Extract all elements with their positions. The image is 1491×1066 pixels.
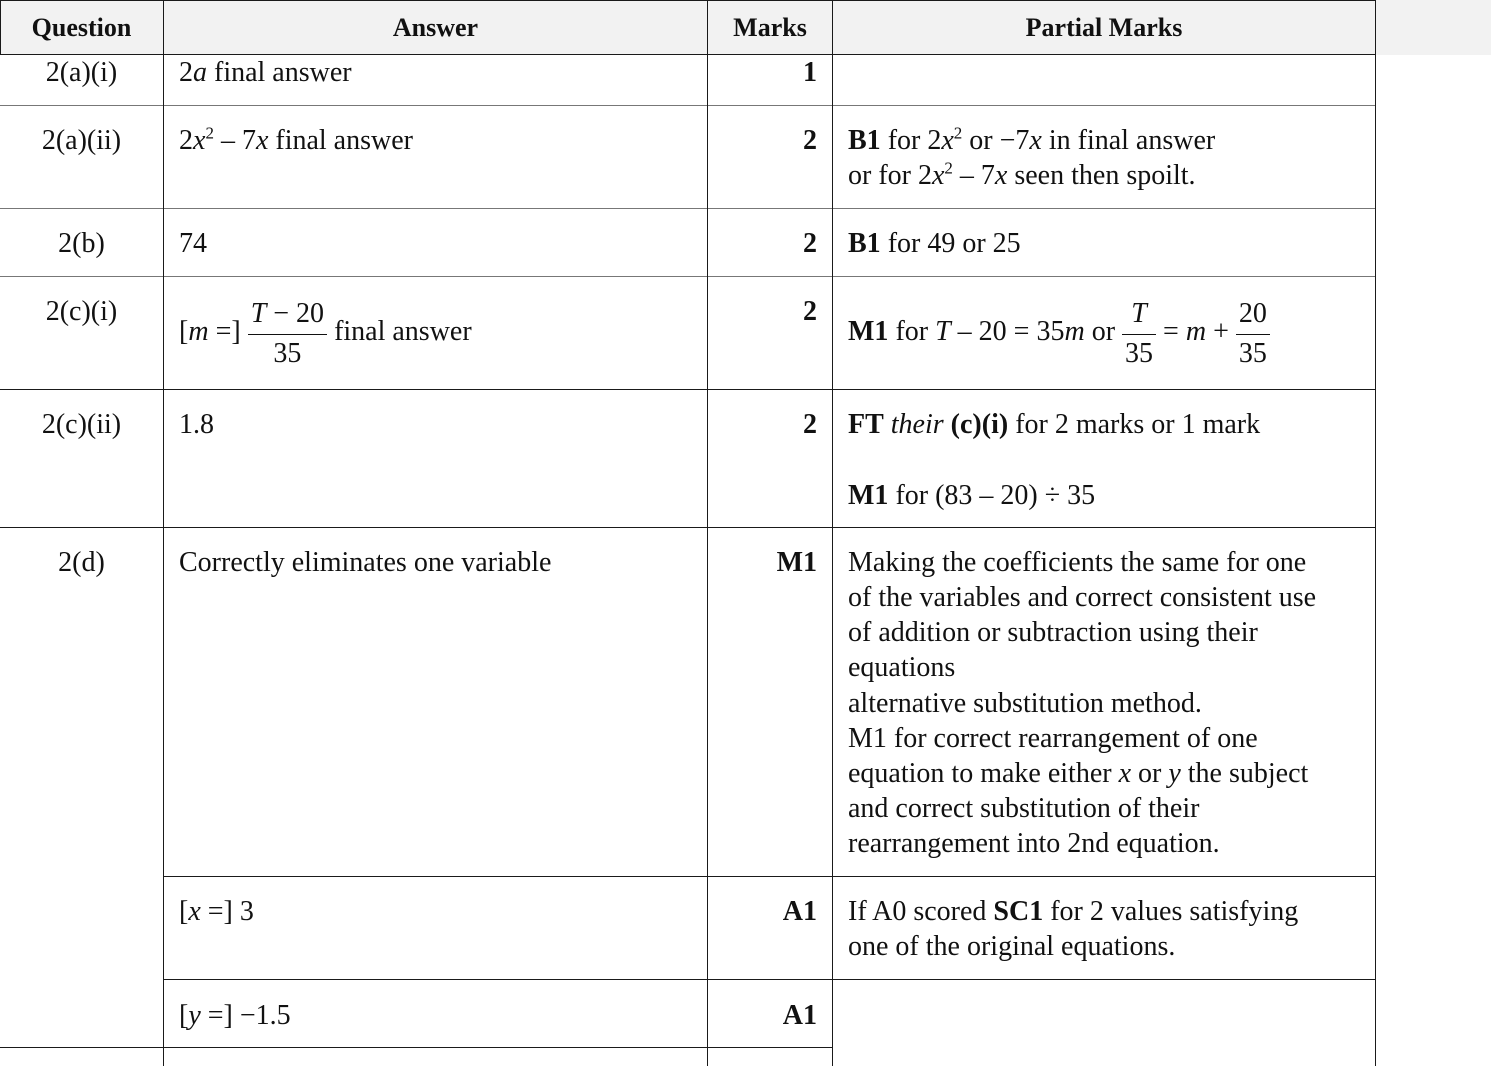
marks-cell: 2 [803, 296, 817, 327]
partial-marks-line: of the variables and correct consistent use [848, 582, 1317, 613]
marks-cell: A1 [782, 1000, 817, 1031]
question-label: 2(c)(ii) [41, 409, 122, 440]
partial-marks-line: rearrangement into 2nd equation. [848, 828, 1220, 859]
marks-cell: 2 [803, 409, 817, 440]
partial-marks-line: If A0 scored SC1 for 2 values satisfying [848, 896, 1299, 927]
partial-marks-line: Making the coefficients the same for one [848, 547, 1307, 578]
partial-marks-line: of addition or subtraction using their [848, 617, 1258, 648]
question-label: 2(d) [58, 547, 105, 578]
partial-marks-line: or for $2x^2 - 7x$ seen then spoilt. [848, 158, 1196, 191]
question-label: 2(c)(i) [45, 296, 118, 327]
partial-marks-line: one of the original equations. [848, 931, 1176, 962]
answer-cell: [m =] $\frac{T - 20}{35}$ final answer [179, 294, 472, 373]
question-label: 2(a)(ii) [41, 125, 122, 156]
question-label: 2(b) [58, 228, 105, 259]
partial-marks-line: B1 for 49 or 25 [848, 228, 1021, 259]
partial-marks-line: equation to make either x or y the subject [848, 758, 1309, 789]
answer-cell: 74 [179, 228, 207, 259]
partial-fraction-2: $\frac{20}{35}$ [1236, 294, 1270, 373]
header-question: Question [31, 12, 132, 42]
partial-marks-line: alternative substitution method. [848, 688, 1202, 719]
header-answer: Answer [392, 12, 479, 42]
partial-fraction-1: $\frac{T}{35}$ [1122, 294, 1156, 373]
answer-cell: Correctly eliminates one variable [179, 547, 552, 578]
answer-cell: [y =] −1.5 [179, 1000, 291, 1031]
header-partial-marks: Partial Marks [1025, 12, 1183, 42]
partial-marks-line: M1 for correct rearrangement of one [848, 723, 1258, 754]
marks-cell: A1 [782, 896, 817, 927]
partial-marks-line: M1 for T – 20 = 35m or $\frac{T}{35}$ = m + $\frac{20}{35}$ [848, 294, 1270, 373]
marks-cell: 2 [803, 125, 817, 156]
marks-cell: 1 [803, 57, 817, 88]
partial-marks-line: equations [848, 652, 956, 683]
answer-fraction: $\frac{T - 20}{35}$ [248, 294, 327, 373]
partial-marks-line: M1 for (83 – 20) ÷ 35 [848, 480, 1096, 511]
marks-cell: 2 [803, 228, 817, 259]
answer-cell: [x =] 3 [179, 896, 254, 927]
partial-marks-line: and correct substitution of their [848, 793, 1200, 824]
answer-cell: 1.8 [179, 409, 214, 440]
partial-marks-line: FT their (c)(i) for 2 marks or 1 mark [848, 409, 1261, 440]
partial-marks-line: B1 for $2x^2$ or −7x in final answer [848, 123, 1216, 156]
answer-cell: $2x^2 - 7x$ final answer [179, 123, 413, 156]
answer-cell: 2a final answer [179, 57, 352, 88]
question-label: 2(a)(i) [45, 57, 118, 88]
marks-cell: M1 [776, 547, 817, 578]
header-marks: Marks [733, 12, 807, 42]
